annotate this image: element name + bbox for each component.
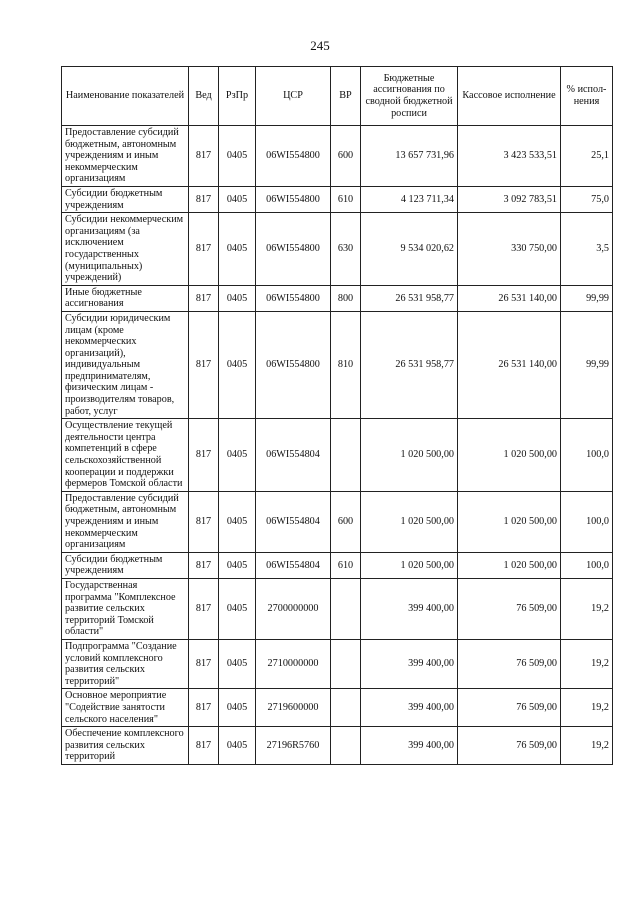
cell-vr: 610: [331, 186, 361, 212]
cell-name: Государственная программа "Комплексное развитие сельских территорий Томской области": [62, 578, 189, 639]
cell-pct: 100,0: [561, 419, 613, 492]
cell-csr: 06WI554800: [256, 186, 331, 212]
cell-rzpr: 0405: [219, 639, 256, 688]
cell-cash: 76 509,00: [458, 639, 561, 688]
cell-csr: 2719600000: [256, 689, 331, 727]
budget-table: [61, 66, 613, 765]
cell-ved: 817: [189, 213, 219, 286]
cell-cash: 3 423 533,51: [458, 126, 561, 187]
cell-vr: 610: [331, 552, 361, 578]
cell-rzpr: 0405: [219, 689, 256, 727]
cell-rzpr: 0405: [219, 419, 256, 492]
cell-budget: 4 123 711,34: [361, 186, 458, 212]
cell-cash: 1 020 500,00: [458, 419, 561, 492]
table-row: [62, 186, 613, 212]
cell-pct: 19,2: [561, 727, 613, 765]
cell-budget: 26 531 958,77: [361, 311, 458, 418]
cell-ved: 817: [189, 285, 219, 311]
cell-vr: [331, 578, 361, 639]
cell-ved: 817: [189, 186, 219, 212]
table-row: [62, 311, 613, 418]
cell-rzpr: 0405: [219, 186, 256, 212]
table-row: [62, 689, 613, 727]
cell-name: Обеспечение комплексного развития сельских территорий: [62, 727, 189, 765]
cell-budget: 399 400,00: [361, 689, 458, 727]
cell-pct: 75,0: [561, 186, 613, 212]
cell-vr: 600: [331, 491, 361, 552]
cell-name: Субсидии юридическим лицам (кроме некоммерческих организаций), индивидуальным предпринимателям, физическим лицам - производителям товаров, работ, услуг: [62, 311, 189, 418]
cell-pct: 19,2: [561, 689, 613, 727]
cell-csr: 06WI554800: [256, 126, 331, 187]
table-row: [62, 578, 613, 639]
cell-budget: 9 534 020,62: [361, 213, 458, 286]
cell-name: Осуществление текущей деятельности центра компетенций в сфере сельскохозяйственной кооперации и поддержки фермеров Томской области: [62, 419, 189, 492]
cell-budget: 399 400,00: [361, 639, 458, 688]
cell-ved: 817: [189, 552, 219, 578]
cell-rzpr: 0405: [219, 311, 256, 418]
cell-vr: 800: [331, 285, 361, 311]
header-vr: ВР: [331, 67, 361, 126]
cell-name: Предоставление субсидий бюджетным, автономным учреждениям и иным некоммерческим организациям: [62, 491, 189, 552]
cell-ved: 817: [189, 689, 219, 727]
cell-csr: 06WI554804: [256, 552, 331, 578]
cell-pct: 99,99: [561, 285, 613, 311]
header-pct: % испол-нения: [561, 67, 613, 126]
cell-rzpr: 0405: [219, 727, 256, 765]
page-number: 245: [310, 38, 330, 53]
cell-ved: 817: [189, 491, 219, 552]
cell-csr: 06WI554804: [256, 491, 331, 552]
cell-cash: 330 750,00: [458, 213, 561, 286]
cell-rzpr: 0405: [219, 552, 256, 578]
cell-pct: 100,0: [561, 552, 613, 578]
cell-rzpr: 0405: [219, 213, 256, 286]
cell-budget: 399 400,00: [361, 727, 458, 765]
cell-budget: 1 020 500,00: [361, 491, 458, 552]
header-rzpr: РзПр: [219, 67, 256, 126]
cell-budget: 26 531 958,77: [361, 285, 458, 311]
cell-ved: 817: [189, 126, 219, 187]
table-row: [62, 639, 613, 688]
cell-rzpr: 0405: [219, 126, 256, 187]
cell-vr: [331, 419, 361, 492]
cell-cash: 26 531 140,00: [458, 311, 561, 418]
cell-ved: 817: [189, 639, 219, 688]
table-row: [62, 285, 613, 311]
cell-name: Субсидии бюджетным учреждениям: [62, 186, 189, 212]
table-body: [62, 126, 613, 765]
header-cash: Кассовое исполнение: [458, 67, 561, 126]
table-row: [62, 727, 613, 765]
cell-ved: 817: [189, 727, 219, 765]
cell-vr: [331, 727, 361, 765]
header-ved: Вед: [189, 67, 219, 126]
cell-cash: 26 531 140,00: [458, 285, 561, 311]
cell-name: Предоставление субсидий бюджетным, автономным учреждениям и иным некоммерческим организациям: [62, 126, 189, 187]
cell-vr: 630: [331, 213, 361, 286]
cell-pct: 100,0: [561, 491, 613, 552]
cell-rzpr: 0405: [219, 285, 256, 311]
cell-budget: 399 400,00: [361, 578, 458, 639]
cell-name: Основное мероприятие "Содействие занятости сельского населения": [62, 689, 189, 727]
cell-cash: 76 509,00: [458, 727, 561, 765]
cell-vr: [331, 689, 361, 727]
table-row: [62, 419, 613, 492]
cell-pct: 19,2: [561, 578, 613, 639]
cell-vr: 600: [331, 126, 361, 187]
cell-csr: 06WI554804: [256, 419, 331, 492]
cell-cash: 1 020 500,00: [458, 552, 561, 578]
cell-cash: 76 509,00: [458, 689, 561, 727]
header-csr: ЦСР: [256, 67, 331, 126]
cell-csr: 2700000000: [256, 578, 331, 639]
cell-name: Субсидии бюджетным учреждениям: [62, 552, 189, 578]
header-name: Наименование показателей: [62, 67, 189, 126]
cell-rzpr: 0405: [219, 491, 256, 552]
cell-budget: 13 657 731,96: [361, 126, 458, 187]
cell-budget: 1 020 500,00: [361, 419, 458, 492]
table-row: [62, 491, 613, 552]
cell-vr: [331, 639, 361, 688]
cell-rzpr: 0405: [219, 578, 256, 639]
cell-csr: 27196R5760: [256, 727, 331, 765]
cell-csr: 06WI554800: [256, 285, 331, 311]
table-row: [62, 213, 613, 286]
cell-csr: 06WI554800: [256, 311, 331, 418]
table-row: [62, 552, 613, 578]
cell-cash: 1 020 500,00: [458, 491, 561, 552]
cell-cash: 76 509,00: [458, 578, 561, 639]
cell-pct: 3,5: [561, 213, 613, 286]
cell-csr: 06WI554800: [256, 213, 331, 286]
cell-budget: 1 020 500,00: [361, 552, 458, 578]
table-row: [62, 126, 613, 187]
cell-name: Иные бюджетные ассигнования: [62, 285, 189, 311]
cell-pct: 19,2: [561, 639, 613, 688]
cell-pct: 25,1: [561, 126, 613, 187]
cell-name: Субсидии некоммерческим организациям (за исключением государственных (муниципальных) учреждений): [62, 213, 189, 286]
cell-ved: 817: [189, 578, 219, 639]
cell-name: Подпрограмма "Создание условий комплексного развития сельских территорий": [62, 639, 189, 688]
table-header-row: [62, 67, 613, 126]
cell-cash: 3 092 783,51: [458, 186, 561, 212]
cell-ved: 817: [189, 311, 219, 418]
cell-vr: 810: [331, 311, 361, 418]
cell-csr: 2710000000: [256, 639, 331, 688]
cell-ved: 817: [189, 419, 219, 492]
cell-pct: 99,99: [561, 311, 613, 418]
header-budget: Бюджетные ассигнования по сводной бюджетной росписи: [361, 67, 458, 126]
